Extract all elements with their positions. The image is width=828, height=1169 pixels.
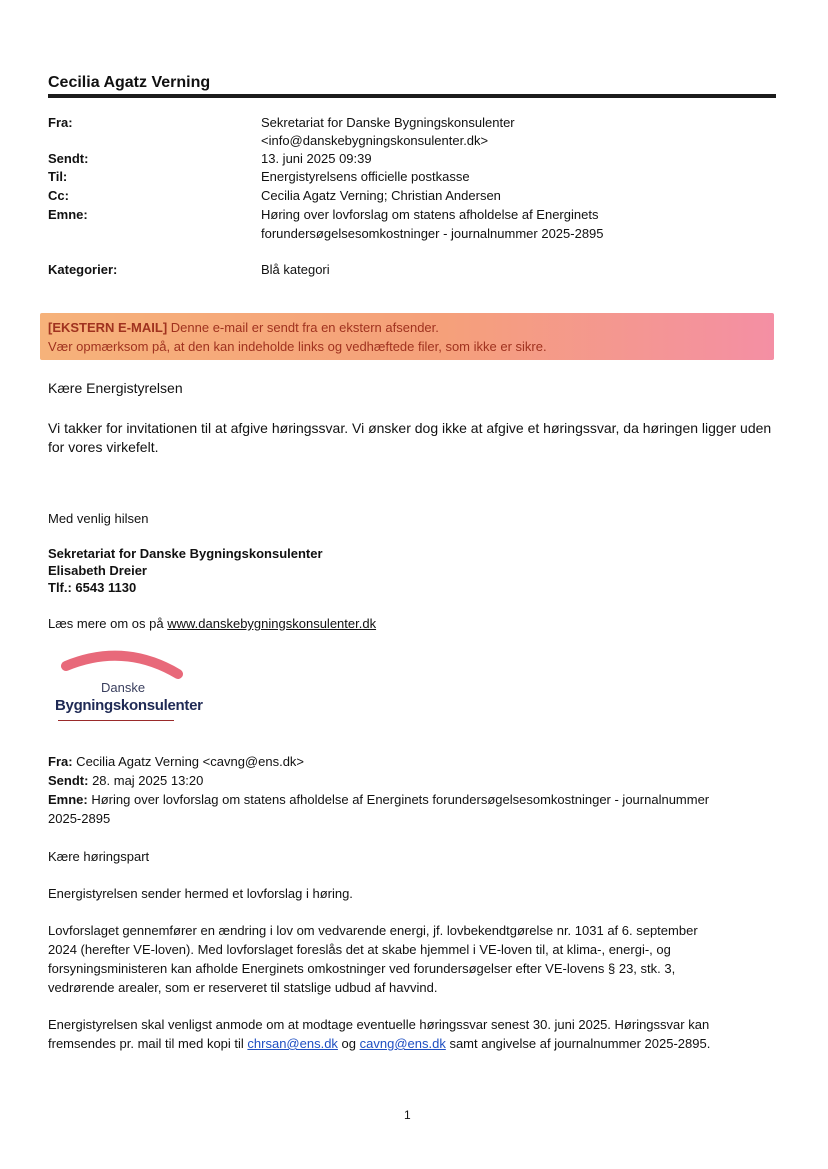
original-sent-label: Sendt: <box>48 773 89 788</box>
reply-para1-line1: Vi takker for invitationen til at afgive høringssvar. Vi ønsker dog ikke at afgive et høringssvar, da høringen ligger uden <box>48 420 772 436</box>
sent-value: 13. juni 2025 09:39 <box>261 151 372 166</box>
category-label: Kategorier: <box>48 262 118 277</box>
logo-text-bygningskonsulenter: Bygningskonsulenter <box>55 697 203 714</box>
external-email-tag: [EKSTERN E-MAIL] <box>48 320 168 335</box>
original-para3-line1: Energistyrelsen skal venligst anmode om at modtage eventuelle høringssvar senest 30. juni 2025. Høringssvar kan <box>48 1017 710 1032</box>
original-subject-line2: 2025-2895 <box>48 811 111 826</box>
para3-suffix: samt angivelse af journalnummer 2025-2895. <box>445 1036 711 1051</box>
logo-divider <box>58 720 174 721</box>
read-more-line <box>48 614 376 633</box>
original-para2-line3: forsyningsministeren kan afholde Energinets omkostninger ved forundersøgelser efter VE-lovens § 23, stk. 3, <box>48 961 676 976</box>
original-from-value: Cecilia Agatz Verning <cavng@ens.dk> <box>72 754 305 769</box>
signature-phone: Tlf.: 6543 1130 <box>48 580 137 595</box>
original-subject <box>48 790 709 809</box>
logo-text-danske: Danske <box>101 680 146 695</box>
sent-label: Sendt: <box>48 151 89 166</box>
original-from <box>48 752 304 771</box>
email-link-chrsan[interactable]: chrsan@ens.dk <box>247 1036 338 1051</box>
to-label: Til: <box>48 169 68 184</box>
header-divider <box>48 94 776 98</box>
website-link[interactable]: www.danskebygningskonsulenter.dk <box>167 616 377 631</box>
banner-line2: Vær opmærksom på, at den kan indeholde links og vedhæftede filer, som ikke er sikre. <box>48 339 547 354</box>
original-sent-value: 28. maj 2025 13:20 <box>88 773 204 788</box>
subject-label: Emne: <box>48 207 88 222</box>
original-para3-line2 <box>48 1034 710 1053</box>
to-value: Energistyrelsens officielle postkasse <box>261 169 470 184</box>
original-para2-line2: 2024 (herefter VE-loven). Med lovforslaget foreslås det at skabe hjemmel i VE-loven til, at klima-, energi-, og <box>48 942 671 957</box>
original-para1: Energistyrelsen sender hermed et lovforslag i høring. <box>48 886 353 901</box>
reply-closing: Med venlig hilsen <box>48 511 149 526</box>
from-label: Fra: <box>48 115 73 130</box>
email-link-cavng[interactable]: cavng@ens.dk <box>359 1036 446 1051</box>
cc-value: Cecilia Agatz Verning; Christian Andersen <box>261 188 501 203</box>
original-greeting: Kære høringspart <box>48 849 150 864</box>
original-sent <box>48 771 203 790</box>
original-subject-label: Emne: <box>48 792 88 807</box>
original-from-label: Fra: <box>48 754 73 769</box>
read-more-prefix: Læs mere om os på <box>48 616 168 631</box>
cc-label: Cc: <box>48 188 69 203</box>
from-line2: <info@danskebygningskonsulenter.dk> <box>261 133 489 148</box>
subject-line2: forundersøgelsesomkostninger - journalnummer 2025-2895 <box>261 226 604 241</box>
para3-prefix: fremsendes pr. mail til med kopi til <box>48 1036 248 1051</box>
from-line1: Sekretariat for Danske Bygningskonsulenter <box>261 115 515 130</box>
original-para2-line1: Lovforslaget gennemfører en ændring i lov om vedvarende energi, jf. lovbekendtgørelse nr. 1031 af 6. september <box>48 923 698 938</box>
sender-name: Cecilia Agatz Verning <box>48 74 211 91</box>
original-subject-value: Høring over lovforslag om statens afholdelse af Energinets forundersøgelsesomkostninger - journalnummer <box>87 792 710 807</box>
external-email-warning <box>48 318 547 356</box>
reply-greeting: Kære Energistyrelsen <box>48 380 183 396</box>
page-number: 1 <box>404 1108 411 1122</box>
original-para2-line4: vedrørende arealer, som er reserveret til statslige udbud af havvind. <box>48 980 438 995</box>
para3-mid: og <box>337 1036 360 1051</box>
company-logo-arc <box>60 648 184 682</box>
subject-line1: Høring over lovforslag om statens afholdelse af Energinets <box>261 207 599 222</box>
banner-line1: Denne e-mail er sendt fra en ekstern afsender. <box>167 320 439 335</box>
signature-org: Sekretariat for Danske Bygningskonsulenter <box>48 546 323 561</box>
signature-name: Elisabeth Dreier <box>48 563 147 578</box>
category-value: Blå kategori <box>261 262 330 277</box>
reply-para1-line2: for vores virkefelt. <box>48 439 159 455</box>
